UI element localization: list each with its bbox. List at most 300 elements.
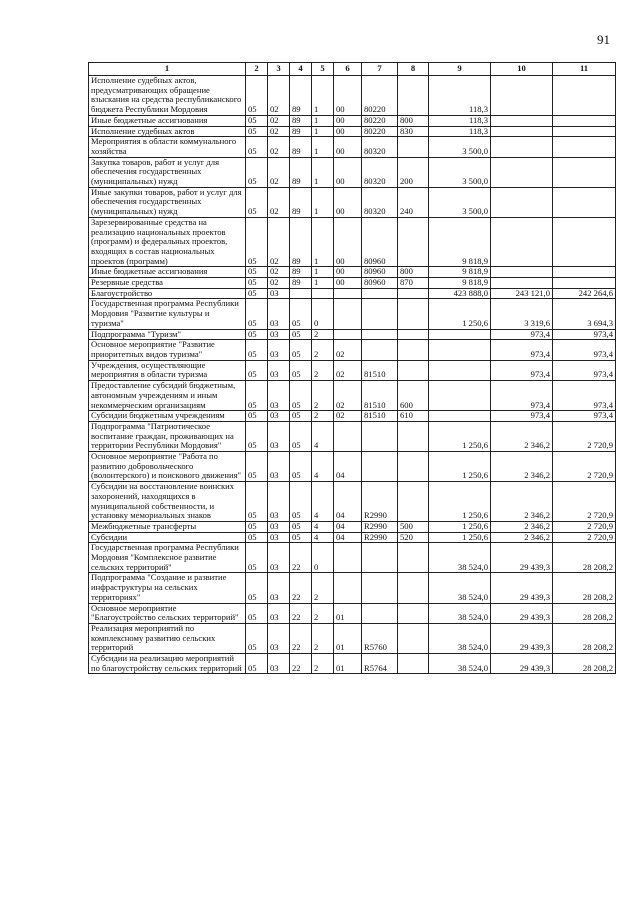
code-cell bbox=[398, 217, 429, 267]
code-cell: 05 bbox=[246, 329, 268, 340]
code-cell: 80320 bbox=[362, 187, 398, 217]
code-cell bbox=[362, 452, 398, 482]
table-row bbox=[89, 482, 616, 522]
code-cell: 80220 bbox=[362, 76, 398, 116]
code-cell: 89 bbox=[290, 217, 312, 267]
code-cell: 00 bbox=[334, 126, 362, 137]
code-cell: 03 bbox=[268, 654, 290, 674]
table-row bbox=[89, 381, 616, 411]
amount-cell bbox=[553, 137, 616, 157]
code-cell: 89 bbox=[290, 187, 312, 217]
row-name-cell: Иные бюджетные ассигнования bbox=[89, 267, 246, 278]
row-name-cell: Субсидии на восстановление воинских захоронений, находящихся в муниципальной собственности, и установку мемориальных знаков bbox=[89, 482, 246, 522]
table-row bbox=[89, 411, 616, 422]
code-cell: 05 bbox=[246, 115, 268, 126]
code-cell: 04 bbox=[334, 521, 362, 532]
code-cell: 00 bbox=[334, 76, 362, 116]
code-cell: 4 bbox=[312, 452, 334, 482]
code-cell: 02 bbox=[334, 360, 362, 380]
row-name-cell: Исполнение судебных актов bbox=[89, 126, 246, 137]
code-cell: 05 bbox=[246, 421, 268, 451]
code-cell: 02 bbox=[268, 137, 290, 157]
column-header: 4 bbox=[290, 63, 312, 76]
code-cell bbox=[398, 340, 429, 360]
amount-cell bbox=[429, 381, 491, 411]
code-cell: R2990 bbox=[362, 482, 398, 522]
amount-cell bbox=[429, 340, 491, 360]
row-name-cell: Подпрограмма "Патриотическое воспитание граждан, проживающих на территории Республики Мордовия" bbox=[89, 421, 246, 451]
amount-cell bbox=[553, 126, 616, 137]
row-name-cell: Иные бюджетные ассигнования bbox=[89, 115, 246, 126]
code-cell: 2 bbox=[312, 360, 334, 380]
code-cell: 89 bbox=[290, 115, 312, 126]
code-cell bbox=[398, 421, 429, 451]
code-cell: 600 bbox=[398, 381, 429, 411]
code-cell: 00 bbox=[334, 187, 362, 217]
amount-cell: 242 264,6 bbox=[553, 288, 616, 299]
code-cell: 1 bbox=[312, 187, 334, 217]
code-cell: 05 bbox=[290, 482, 312, 522]
code-cell: 2 bbox=[312, 603, 334, 623]
amount-cell: 9 818,9 bbox=[429, 267, 491, 278]
code-cell: 81510 bbox=[362, 360, 398, 380]
table-row bbox=[89, 360, 616, 380]
table-body bbox=[89, 76, 616, 674]
code-cell: 05 bbox=[246, 381, 268, 411]
code-cell: 1 bbox=[312, 137, 334, 157]
column-header: 6 bbox=[334, 63, 362, 76]
table-row bbox=[89, 115, 616, 126]
code-cell bbox=[362, 421, 398, 451]
row-name-cell: Зарезервированные средства на реализацию национальных проектов (программ) и федеральных проектов, входящих в состав национальных проектов (программ) bbox=[89, 217, 246, 267]
table-row bbox=[89, 217, 616, 267]
code-cell bbox=[290, 288, 312, 299]
code-cell bbox=[362, 288, 398, 299]
code-cell: 0 bbox=[312, 299, 334, 329]
amount-cell: 973,4 bbox=[553, 381, 616, 411]
code-cell: 04 bbox=[334, 532, 362, 543]
code-cell: 05 bbox=[246, 217, 268, 267]
code-cell: 2 bbox=[312, 381, 334, 411]
code-cell: 05 bbox=[246, 543, 268, 573]
code-cell: 22 bbox=[290, 654, 312, 674]
code-cell: 05 bbox=[246, 157, 268, 187]
amount-cell: 243 121,0 bbox=[491, 288, 553, 299]
code-cell: 2 bbox=[312, 573, 334, 603]
amount-cell: 118,3 bbox=[429, 76, 491, 116]
code-cell: 80220 bbox=[362, 115, 398, 126]
code-cell: 03 bbox=[268, 329, 290, 340]
row-name-cell: Субсидии бюджетным учреждениям bbox=[89, 411, 246, 422]
code-cell: 80960 bbox=[362, 217, 398, 267]
code-cell: 03 bbox=[268, 452, 290, 482]
table-row bbox=[89, 573, 616, 603]
amount-cell: 1 250,6 bbox=[429, 482, 491, 522]
row-name-cell: Основное мероприятие "Работа по развитию добровольческого (волонтерского) и поискового движения" bbox=[89, 452, 246, 482]
column-header: 3 bbox=[268, 63, 290, 76]
code-cell: 05 bbox=[246, 299, 268, 329]
code-cell: 01 bbox=[334, 654, 362, 674]
code-cell: 00 bbox=[334, 267, 362, 278]
code-cell bbox=[398, 623, 429, 653]
code-cell: 05 bbox=[246, 288, 268, 299]
table-row bbox=[89, 654, 616, 674]
code-cell: 05 bbox=[290, 452, 312, 482]
table-row bbox=[89, 329, 616, 340]
code-cell: 240 bbox=[398, 187, 429, 217]
code-cell: R2990 bbox=[362, 532, 398, 543]
amount-cell: 38 524,0 bbox=[429, 573, 491, 603]
amount-cell: 28 208,2 bbox=[553, 573, 616, 603]
code-cell bbox=[334, 543, 362, 573]
table-row bbox=[89, 126, 616, 137]
amount-cell: 2 346,2 bbox=[491, 482, 553, 522]
code-cell: 05 bbox=[246, 573, 268, 603]
code-cell: 03 bbox=[268, 421, 290, 451]
code-cell: 05 bbox=[290, 329, 312, 340]
code-cell: 05 bbox=[246, 654, 268, 674]
code-cell: 05 bbox=[290, 360, 312, 380]
code-cell: 04 bbox=[334, 482, 362, 522]
code-cell: 4 bbox=[312, 532, 334, 543]
amount-cell: 28 208,2 bbox=[553, 654, 616, 674]
code-cell: 2 bbox=[312, 623, 334, 653]
code-cell: 05 bbox=[290, 381, 312, 411]
code-cell: 80320 bbox=[362, 137, 398, 157]
code-cell: 02 bbox=[268, 126, 290, 137]
code-cell: 01 bbox=[334, 623, 362, 653]
code-cell: 03 bbox=[268, 411, 290, 422]
amount-cell: 28 208,2 bbox=[553, 603, 616, 623]
code-cell bbox=[398, 603, 429, 623]
code-cell: 4 bbox=[312, 421, 334, 451]
code-cell: 02 bbox=[268, 187, 290, 217]
amount-cell: 3 694,3 bbox=[553, 299, 616, 329]
row-name-cell: Мероприятия в области коммунального хозяйства bbox=[89, 137, 246, 157]
code-cell: 03 bbox=[268, 543, 290, 573]
table-row bbox=[89, 267, 616, 278]
amount-cell bbox=[553, 157, 616, 187]
code-cell: 2 bbox=[312, 411, 334, 422]
column-header: 7 bbox=[362, 63, 398, 76]
amount-cell bbox=[491, 278, 553, 289]
code-cell: 200 bbox=[398, 157, 429, 187]
code-cell: 00 bbox=[334, 115, 362, 126]
row-name-cell: Межбюджетные трансферты bbox=[89, 521, 246, 532]
code-cell bbox=[398, 543, 429, 573]
amount-cell: 38 524,0 bbox=[429, 654, 491, 674]
code-cell: 1 bbox=[312, 278, 334, 289]
row-name-cell: Государственная программа Республики Мордовия "Развитие культуры и туризма" bbox=[89, 299, 246, 329]
code-cell: 05 bbox=[290, 532, 312, 543]
code-cell: 830 bbox=[398, 126, 429, 137]
row-name-cell: Учреждения, осуществляющие мероприятия в области туризма bbox=[89, 360, 246, 380]
table-row bbox=[89, 603, 616, 623]
row-name-cell: Исполнение судебных актов, предусматривающих обращение взыскания на средства республиканского бюджета Республики Мордовия bbox=[89, 76, 246, 116]
code-cell: 1 bbox=[312, 115, 334, 126]
code-cell: 500 bbox=[398, 521, 429, 532]
amount-cell bbox=[491, 76, 553, 116]
code-cell: 05 bbox=[246, 452, 268, 482]
code-cell: 02 bbox=[268, 267, 290, 278]
amount-cell bbox=[429, 329, 491, 340]
amount-cell: 29 439,3 bbox=[491, 603, 553, 623]
code-cell bbox=[362, 543, 398, 573]
amount-cell: 2 720,9 bbox=[553, 521, 616, 532]
code-cell: 4 bbox=[312, 482, 334, 522]
code-cell: 05 bbox=[246, 603, 268, 623]
amount-cell bbox=[429, 411, 491, 422]
amount-cell: 2 720,9 bbox=[553, 452, 616, 482]
table-header-row bbox=[89, 63, 616, 76]
amount-cell: 118,3 bbox=[429, 126, 491, 137]
code-cell: 05 bbox=[246, 187, 268, 217]
code-cell: 05 bbox=[246, 360, 268, 380]
code-cell: 03 bbox=[268, 573, 290, 603]
amount-cell: 2 346,2 bbox=[491, 532, 553, 543]
code-cell bbox=[398, 299, 429, 329]
code-cell: 520 bbox=[398, 532, 429, 543]
code-cell: 80320 bbox=[362, 157, 398, 187]
code-cell: 03 bbox=[268, 482, 290, 522]
table-row bbox=[89, 532, 616, 543]
code-cell: 03 bbox=[268, 623, 290, 653]
code-cell: 02 bbox=[268, 157, 290, 187]
row-name-cell: Закупка товаров, работ и услуг для обеспечения государственных (муниципальных) нужд bbox=[89, 157, 246, 187]
table-row bbox=[89, 521, 616, 532]
code-cell: 05 bbox=[246, 623, 268, 653]
code-cell: 89 bbox=[290, 76, 312, 116]
code-cell: 05 bbox=[290, 340, 312, 360]
row-name-cell: Субсидии на реализацию мероприятий по благоустройству сельских территорий bbox=[89, 654, 246, 674]
code-cell bbox=[362, 340, 398, 360]
table-row bbox=[89, 421, 616, 451]
amount-cell: 973,4 bbox=[553, 411, 616, 422]
column-header: 10 bbox=[491, 63, 553, 76]
code-cell: 03 bbox=[268, 603, 290, 623]
code-cell: 22 bbox=[290, 603, 312, 623]
amount-cell: 9 818,9 bbox=[429, 278, 491, 289]
code-cell: 80220 bbox=[362, 126, 398, 137]
table-row bbox=[89, 278, 616, 289]
code-cell: 00 bbox=[334, 137, 362, 157]
code-cell: 22 bbox=[290, 623, 312, 653]
code-cell: 800 bbox=[398, 267, 429, 278]
amount-cell: 2 720,9 bbox=[553, 421, 616, 451]
amount-cell bbox=[491, 126, 553, 137]
amount-cell bbox=[429, 360, 491, 380]
row-name-cell: Государственная программа Республики Мордовия "Комплексное развитие сельских территорий" bbox=[89, 543, 246, 573]
amount-cell bbox=[491, 137, 553, 157]
table-row bbox=[89, 76, 616, 116]
code-cell: 81510 bbox=[362, 381, 398, 411]
code-cell: 01 bbox=[334, 603, 362, 623]
column-header: 5 bbox=[312, 63, 334, 76]
column-header: 11 bbox=[553, 63, 616, 76]
code-cell bbox=[398, 482, 429, 522]
amount-cell: 28 208,2 bbox=[553, 623, 616, 653]
row-name-cell: Основное мероприятие "Благоустройство сельских территорий" bbox=[89, 603, 246, 623]
amount-cell: 3 500,0 bbox=[429, 157, 491, 187]
code-cell: 02 bbox=[268, 278, 290, 289]
code-cell: 02 bbox=[334, 340, 362, 360]
column-header: 9 bbox=[429, 63, 491, 76]
code-cell: 89 bbox=[290, 126, 312, 137]
amount-cell bbox=[491, 217, 553, 267]
table-row bbox=[89, 623, 616, 653]
row-name-cell: Подпрограмма "Туризм" bbox=[89, 329, 246, 340]
code-cell: 22 bbox=[290, 573, 312, 603]
page-number: 91 bbox=[597, 32, 610, 47]
code-cell: 03 bbox=[268, 381, 290, 411]
code-cell: 03 bbox=[268, 340, 290, 360]
code-cell bbox=[398, 329, 429, 340]
code-cell: R5764 bbox=[362, 654, 398, 674]
code-cell bbox=[398, 452, 429, 482]
code-cell: 00 bbox=[334, 157, 362, 187]
code-cell: 89 bbox=[290, 278, 312, 289]
code-cell: 22 bbox=[290, 543, 312, 573]
code-cell bbox=[398, 654, 429, 674]
column-header: 1 bbox=[89, 63, 246, 76]
amount-cell: 973,4 bbox=[553, 329, 616, 340]
amount-cell: 38 524,0 bbox=[429, 543, 491, 573]
amount-cell bbox=[553, 267, 616, 278]
row-name-cell: Иные закупки товаров, работ и услуг для обеспечения государственных (муниципальных) нужд bbox=[89, 187, 246, 217]
code-cell: 02 bbox=[334, 411, 362, 422]
amount-cell: 423 888,0 bbox=[429, 288, 491, 299]
amount-cell: 973,4 bbox=[491, 360, 553, 380]
table-row bbox=[89, 187, 616, 217]
table-row bbox=[89, 452, 616, 482]
amount-cell bbox=[553, 187, 616, 217]
code-cell: 05 bbox=[290, 421, 312, 451]
code-cell: R5760 bbox=[362, 623, 398, 653]
code-cell: 870 bbox=[398, 278, 429, 289]
amount-cell bbox=[491, 187, 553, 217]
code-cell: 00 bbox=[334, 278, 362, 289]
code-cell bbox=[362, 299, 398, 329]
amount-cell: 2 720,9 bbox=[553, 482, 616, 522]
amount-cell: 29 439,3 bbox=[491, 623, 553, 653]
row-name-cell: Основное мероприятие "Развитие приоритетных видов туризма" bbox=[89, 340, 246, 360]
column-header: 2 bbox=[246, 63, 268, 76]
code-cell: 05 bbox=[290, 299, 312, 329]
amount-cell bbox=[491, 157, 553, 187]
amount-cell: 38 524,0 bbox=[429, 603, 491, 623]
code-cell bbox=[334, 299, 362, 329]
amount-cell: 3 500,0 bbox=[429, 137, 491, 157]
amount-cell: 29 439,3 bbox=[491, 543, 553, 573]
code-cell: 05 bbox=[246, 267, 268, 278]
code-cell: 03 bbox=[268, 288, 290, 299]
code-cell: 0 bbox=[312, 543, 334, 573]
code-cell: 02 bbox=[334, 381, 362, 411]
code-cell: 89 bbox=[290, 157, 312, 187]
amount-cell: 2 346,2 bbox=[491, 452, 553, 482]
code-cell: 89 bbox=[290, 137, 312, 157]
code-cell: 2 bbox=[312, 329, 334, 340]
code-cell: 1 bbox=[312, 76, 334, 116]
code-cell: 05 bbox=[246, 137, 268, 157]
table-row bbox=[89, 157, 616, 187]
code-cell: 2 bbox=[312, 654, 334, 674]
table-row bbox=[89, 340, 616, 360]
code-cell: 05 bbox=[246, 482, 268, 522]
code-cell bbox=[362, 573, 398, 603]
table-row bbox=[89, 543, 616, 573]
table-row bbox=[89, 137, 616, 157]
amount-cell: 29 439,3 bbox=[491, 654, 553, 674]
amount-cell bbox=[553, 217, 616, 267]
code-cell: 89 bbox=[290, 267, 312, 278]
code-cell bbox=[398, 288, 429, 299]
code-cell bbox=[334, 421, 362, 451]
amount-cell: 38 524,0 bbox=[429, 623, 491, 653]
amount-cell: 2 346,2 bbox=[491, 421, 553, 451]
code-cell bbox=[398, 360, 429, 380]
amount-cell: 118,3 bbox=[429, 115, 491, 126]
code-cell: 80960 bbox=[362, 267, 398, 278]
amount-cell: 2 346,2 bbox=[491, 521, 553, 532]
amount-cell: 1 250,6 bbox=[429, 299, 491, 329]
amount-cell bbox=[491, 115, 553, 126]
code-cell: 80960 bbox=[362, 278, 398, 289]
code-cell: 03 bbox=[268, 360, 290, 380]
amount-cell: 9 818,9 bbox=[429, 217, 491, 267]
budget-table bbox=[88, 62, 616, 674]
code-cell bbox=[398, 573, 429, 603]
code-cell: 04 bbox=[334, 452, 362, 482]
code-cell: 1 bbox=[312, 267, 334, 278]
code-cell: 1 bbox=[312, 157, 334, 187]
code-cell: 05 bbox=[246, 521, 268, 532]
amount-cell bbox=[553, 278, 616, 289]
amount-cell: 1 250,6 bbox=[429, 421, 491, 451]
code-cell bbox=[334, 329, 362, 340]
row-name-cell: Благоустройство bbox=[89, 288, 246, 299]
code-cell: 02 bbox=[268, 115, 290, 126]
amount-cell bbox=[491, 267, 553, 278]
amount-cell bbox=[553, 76, 616, 116]
code-cell: 05 bbox=[246, 126, 268, 137]
row-name-cell: Реализация мероприятий по комплексному развитию сельских территорий bbox=[89, 623, 246, 653]
row-name-cell: Резервные средства bbox=[89, 278, 246, 289]
row-name-cell: Подпрограмма "Создание и развитие инфраструктуры на сельских территориях" bbox=[89, 573, 246, 603]
code-cell: 02 bbox=[268, 217, 290, 267]
code-cell bbox=[312, 288, 334, 299]
amount-cell: 973,4 bbox=[553, 360, 616, 380]
code-cell: 800 bbox=[398, 115, 429, 126]
row-name-cell: Предоставление субсидий бюджетным, автономным учреждениям и иным некоммерческим организациям bbox=[89, 381, 246, 411]
code-cell: 03 bbox=[268, 521, 290, 532]
table-row bbox=[89, 299, 616, 329]
code-cell: 00 bbox=[334, 217, 362, 267]
code-cell: 03 bbox=[268, 532, 290, 543]
code-cell: 02 bbox=[268, 76, 290, 116]
code-cell: 05 bbox=[246, 532, 268, 543]
amount-cell bbox=[553, 115, 616, 126]
amount-cell: 29 439,3 bbox=[491, 573, 553, 603]
amount-cell: 1 250,6 bbox=[429, 452, 491, 482]
code-cell: 1 bbox=[312, 126, 334, 137]
amount-cell: 973,4 bbox=[491, 381, 553, 411]
amount-cell: 3 500,0 bbox=[429, 187, 491, 217]
amount-cell: 973,4 bbox=[491, 340, 553, 360]
code-cell: 1 bbox=[312, 217, 334, 267]
amount-cell: 973,4 bbox=[553, 340, 616, 360]
amount-cell: 973,4 bbox=[491, 411, 553, 422]
